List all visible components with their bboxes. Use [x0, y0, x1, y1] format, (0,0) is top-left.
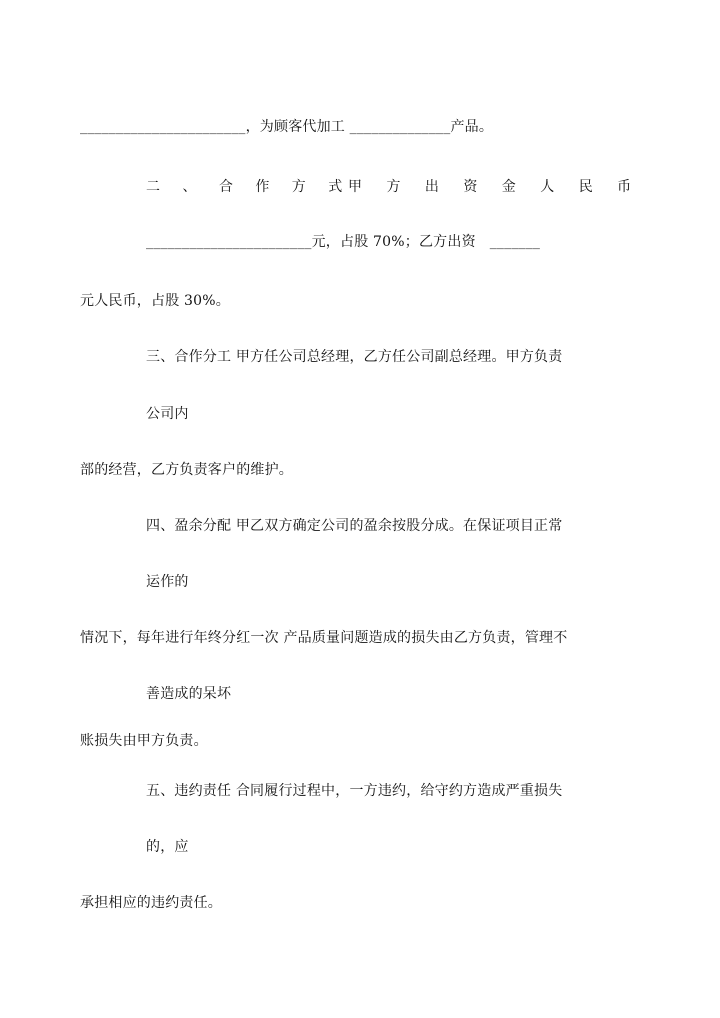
- doc-line-4: 元人民币，占股 30%。: [80, 293, 230, 309]
- doc-line-12: 账损失由甲方负责。: [80, 733, 208, 749]
- doc-line-10: 情况下，每年进行年终分红一次 产品质量问题造成的损失由乙方负责，管理不: [80, 630, 568, 646]
- section-5-title: 五、违约责任 合同履行过程中，一方违约，给守约方造成严重损失: [146, 783, 563, 799]
- doc-line-6: 公司内: [146, 406, 189, 422]
- doc-line-1: _______________________，为顾客代加工 ______________产品。: [80, 119, 494, 135]
- doc-line-14: 的，应: [146, 839, 189, 855]
- section-2-title: 二 、 合 作 方 式: [146, 179, 352, 195]
- doc-line-15: 承担相应的违约责任。: [80, 895, 222, 911]
- doc-line-11: 善造成的呆坏: [146, 686, 232, 702]
- section-2-content: 甲 方 出 资 金 人 民 币: [348, 179, 642, 195]
- section-4-title: 四、盈余分配 甲乙双方确定公司的盈余按股分成。在保证项目正常: [146, 518, 563, 534]
- doc-line-3: _______________________元，占股 70%；乙方出资 _______: [146, 234, 541, 250]
- doc-line-7: 部的经营，乙方负责客户的维护。: [80, 462, 293, 478]
- section-3-title: 三、合作分工 甲方任公司总经理，乙方任公司副总经理。甲方负责: [146, 349, 563, 365]
- doc-line-9: 运作的: [146, 574, 189, 590]
